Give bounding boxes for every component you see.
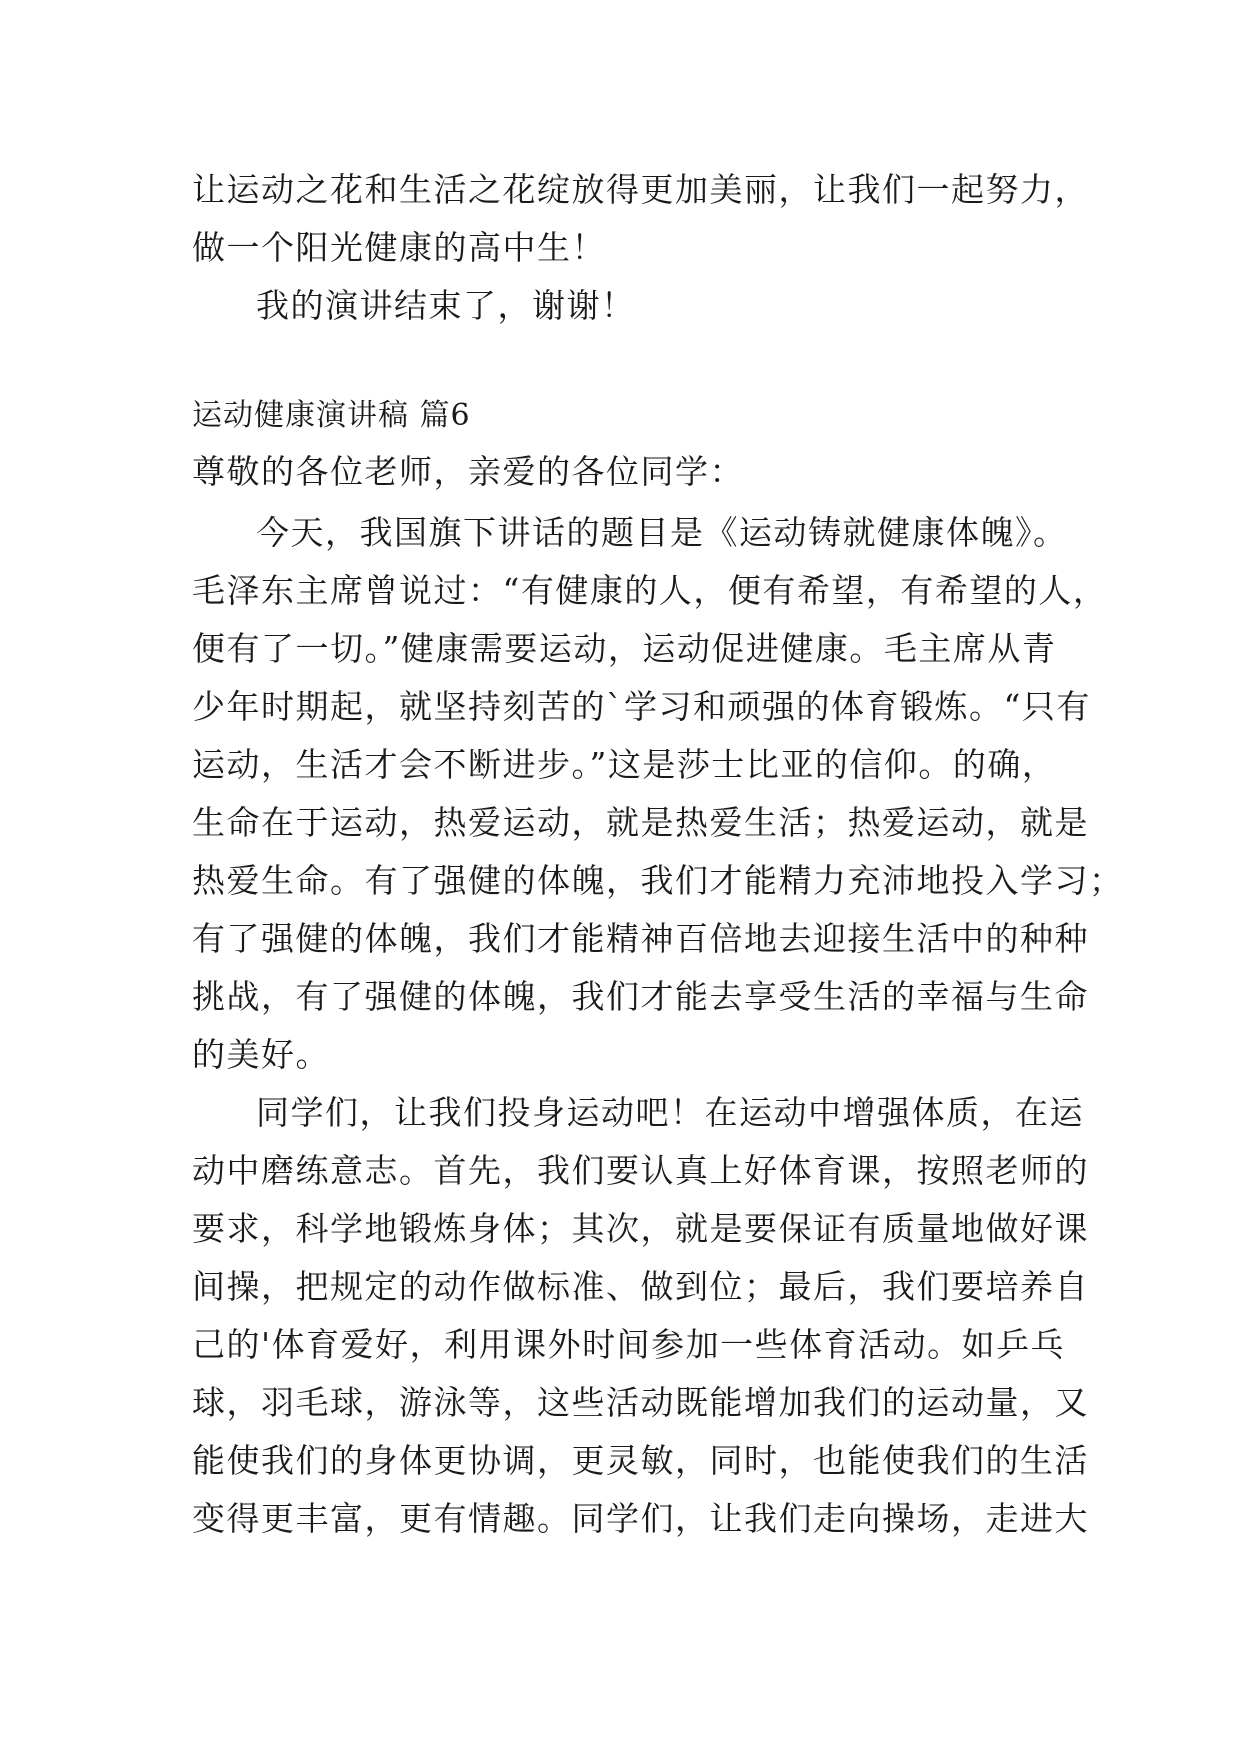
paragraph-line: 便有了一切。”健康需要运动，运动促进健康。毛主席从青: [192, 629, 1057, 668]
paragraph-line: 运动，生活才会不断进步。”这是莎士比亚的信仰。的确，: [192, 745, 1057, 784]
paragraph-line: 动中磨练意志。首先，我们要认真上好体育课，按照老师的: [192, 1151, 1089, 1190]
paragraph-line: 让运动之花和生活之花绽放得更加美丽，让我们一起努力，: [192, 170, 1089, 209]
paragraph-line: 少年时期起，就坚持刻苦的`学习和顽强的体育锻炼。“只有: [192, 687, 1091, 726]
paragraph-line: 能使我们的身体更协调，更灵敏，同时，也能使我们的生活: [192, 1441, 1089, 1480]
paragraph-line: 生命在于运动，热爱运动，就是热爱生活；热爱运动，就是: [192, 803, 1089, 842]
paragraph-line: 做一个阳光健康的高中生！: [192, 228, 606, 267]
paragraph-line: 球，羽毛球，游泳等，这些活动既能增加我们的运动量，又: [192, 1383, 1089, 1422]
section-heading: 运动健康演讲稿 篇6: [192, 398, 471, 433]
paragraph-line: 同学们，让我们投身运动吧！在运动中增强体质，在运: [256, 1093, 1084, 1132]
salutation: 尊敬的各位老师，亲爱的各位同学：: [192, 452, 744, 491]
paragraph-line: 己的'体育爱好，利用课外时间参加一些体育活动。如乒乓: [192, 1325, 1066, 1364]
paragraph-line: 的美好。: [192, 1035, 330, 1074]
paragraph-line: 今天，我国旗下讲话的题目是《运动铸就健康体魄》。: [256, 513, 1068, 552]
paragraph-line: 要求，科学地锻炼身体；其次，就是要保证有质量地做好课: [192, 1209, 1089, 1248]
paragraph-line: 我的演讲结束了，谢谢！: [256, 286, 636, 325]
paragraph-line: 毛泽东主席曾说过：“有健康的人，便有希望，有希望的人，: [192, 571, 1108, 610]
paragraph-line: 变得更丰富，更有情趣。同学们，让我们走向操场，走进大: [192, 1499, 1089, 1538]
paragraph-line: 热爱生命。有了强健的体魄，我们才能精力充沛地投入学习；: [192, 861, 1124, 900]
paragraph-line: 间操，把规定的动作做标准、做到位；最后，我们要培养自: [192, 1267, 1089, 1306]
paragraph-line: 挑战，有了强健的体魄，我们才能去享受生活的幸福与生命: [192, 977, 1089, 1016]
paragraph-line: 有了强健的体魄，我们才能精神百倍地去迎接生活中的种种: [192, 919, 1089, 958]
